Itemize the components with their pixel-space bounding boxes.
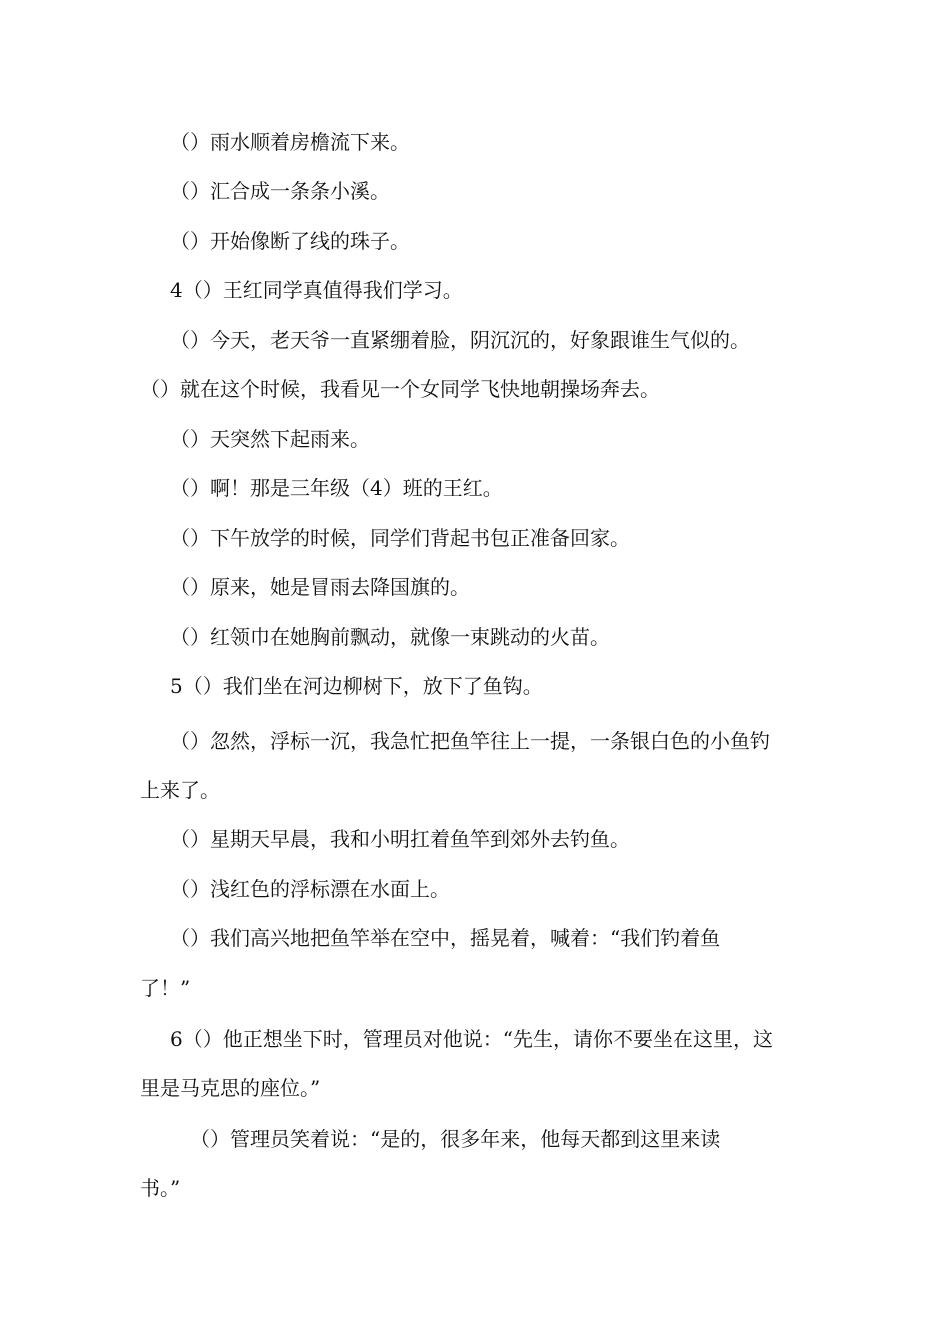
text-line: （）啊！那是三年级（4）班的王红。 xyxy=(170,476,503,500)
text-line: （）汇合成一条条小溪。 xyxy=(170,179,390,203)
text-line: 6（）他正想坐下时，管理员对他说：“先生，请你不要坐在这里，这 xyxy=(170,1027,773,1051)
text-line: （）原来，她是冒雨去降国旗的。 xyxy=(170,575,470,599)
text-line: （）雨水顺着房檐流下来。 xyxy=(170,130,410,154)
text-line: （）我们高兴地把鱼竿举在空中，摇晃着，喊着：“我们钓着鱼 xyxy=(170,926,721,950)
text-line: （）天突然下起雨来。 xyxy=(170,427,370,451)
text-line: （）浅红色的浮标漂在水面上。 xyxy=(170,877,450,901)
text-line: （）红领巾在她胸前飘动，就像一束跳动的火苗。 xyxy=(170,625,610,649)
text-line: （）星期天早晨，我和小明扛着鱼竿到郊外去钓鱼。 xyxy=(170,827,630,851)
text-line: （）下午放学的时候，同学们背起书包正准备回家。 xyxy=(170,526,630,550)
text-line: （）开始像断了线的珠子。 xyxy=(170,229,410,253)
text-line: 5（）我们坐在河边柳树下，放下了鱼钩。 xyxy=(170,674,543,698)
text-line: 4（）王红同学真值得我们学习。 xyxy=(170,278,463,302)
text-line: （）今天，老天爷一直紧绷着脸，阴沉沉的，好象跟谁生气似的。 xyxy=(170,328,750,352)
text-line: （）就在这个时候，我看见一个女同学飞快地朝操场奔去。 xyxy=(140,377,660,401)
text-line: （）管理员笑着说：“是的，很多年来，他每天都到这里来读 xyxy=(190,1127,721,1151)
text-line: 上来了。 xyxy=(140,778,220,802)
text-line: 书。” xyxy=(140,1176,181,1200)
text-line: （）忽然，浮标一沉，我急忙把鱼竿往上一提，一条银白色的小鱼钓 xyxy=(170,729,770,753)
text-line: 了！” xyxy=(140,976,191,1000)
text-line: 里是马克思的座位。” xyxy=(140,1076,321,1100)
